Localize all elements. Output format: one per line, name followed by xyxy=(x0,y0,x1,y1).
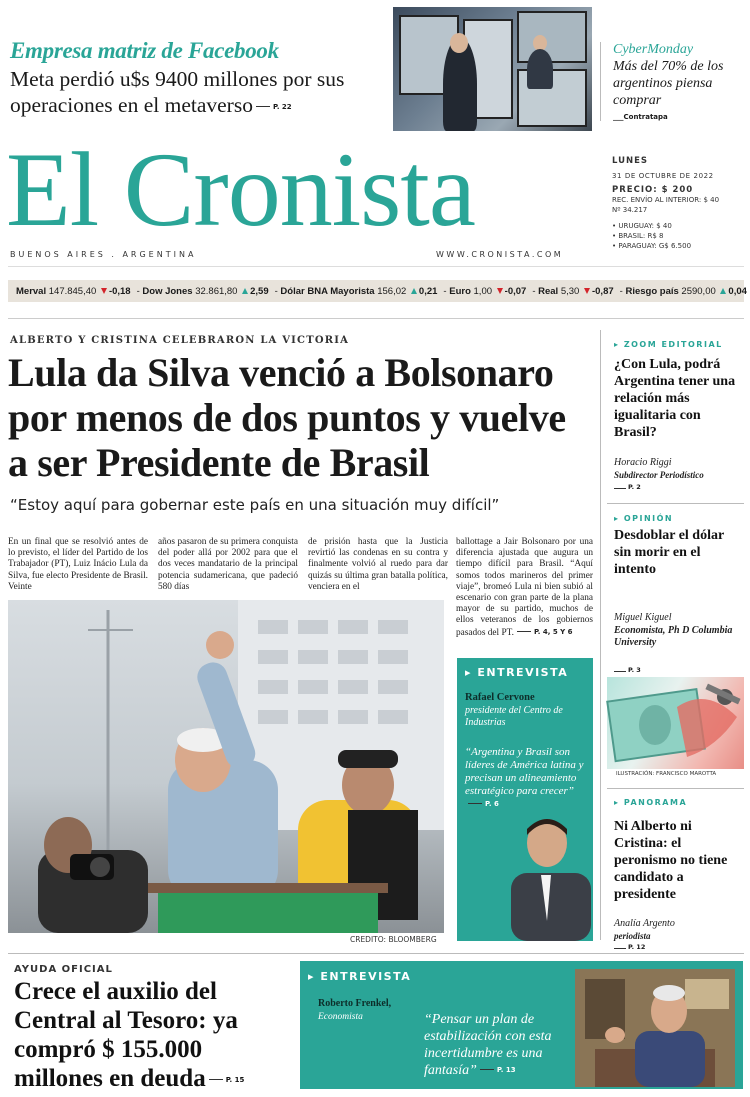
column-divider xyxy=(600,330,601,940)
top-page-ref: P. 22 xyxy=(253,103,292,111)
cyber-ref: ___Contratapa xyxy=(613,113,668,121)
entrevista-ref: P. 6 xyxy=(465,800,499,808)
arrow-up-icon xyxy=(720,288,726,294)
section-rule xyxy=(8,318,744,319)
issue-day: LUNES xyxy=(612,156,649,166)
entrevista-role: presidente del Centro de Industrias xyxy=(465,705,563,728)
main-column-1: En un final que se resolvió antes de lo previsto, el líder del Partido de los Trabajador (PT), Luiz Inácio Lula da Silva, fue electo Presidente de Brasil. Veinte xyxy=(8,537,148,592)
arrow-right-icon: ▸ xyxy=(614,514,624,523)
zoom-ref: P. 2 xyxy=(614,483,641,491)
masthead-url[interactable]: WWW.CRONISTA.COM xyxy=(436,250,564,259)
opinion-role: Economista, Ph D Columbia University xyxy=(614,625,733,648)
main-column-3: de prisión hasta que la Justicia revirtió las condenas en su contra y finalmente volvió al ruedo para dar quizás su última gran batalla política, venciera en el xyxy=(308,537,448,592)
main-quote: “Estoy aquí para gobernar este país en una situación muy difícil” xyxy=(10,496,500,514)
panorama-headline[interactable]: Ni Alberto ni Cristina: el peronismo no tiene candidato a presidente xyxy=(614,819,728,902)
arrow-up-icon xyxy=(242,288,248,294)
entrevista-quote: “Argentina y Brasil son líderes de América latina y precisan un alineamiento estratégico para crecer”P. 6 xyxy=(465,746,584,808)
entrevista-box-cervone[interactable] xyxy=(457,658,593,941)
arrow-right-icon: ▸ xyxy=(308,970,321,983)
ticker-item: Merval 147.845,40 -0,18 xyxy=(16,285,131,297)
top-headline[interactable] xyxy=(10,66,390,120)
top-kicker: Empresa matriz de Facebook xyxy=(10,38,279,63)
issue-shipping: REC. ENVÍO AL INTERIOR: $ 40 xyxy=(612,196,720,204)
issue-date: 31 DE OCTUBRE DE 2022 xyxy=(612,172,714,180)
cervone-portrait xyxy=(507,813,593,941)
main-column-2: años pasaron de su primera conquista del poder allá por 2002 para que el dos veces mandatario de la principal potencia sudamericana, que padeció 580 días xyxy=(158,537,298,592)
market-ticker xyxy=(8,280,747,302)
cyber-ref-label: Contratapa xyxy=(623,113,668,121)
entrevista-label: ▸ ENTREVISTA xyxy=(465,666,569,679)
opinion-headline[interactable]: Desdoblar el dólar sin morir en el intento xyxy=(614,528,724,577)
main-headline[interactable]: Lula da Silva venció a Bolsonaro por menos de dos puntos y vuelve a ser Presidente de Brasil xyxy=(8,350,566,485)
arrow-down-icon xyxy=(101,288,107,294)
rc-rule xyxy=(607,788,744,789)
bottom-rule xyxy=(8,953,744,954)
entrevista-quote: “Pensar un plan de estabilización con esta incertidumbre es una fantasía” P. 13 xyxy=(424,1012,552,1078)
entrevista-name: Rafael Cervone xyxy=(465,692,535,703)
ticker-item: - Riesgo país 2590,00 0,04 xyxy=(619,285,747,297)
lula-celebration-photo xyxy=(8,600,444,933)
arrow-right-icon: ▸ xyxy=(614,798,624,807)
main-kicker: ALBERTO Y CRISTINA CELEBRARON LA VICTORIA xyxy=(10,335,350,346)
opinion-label: ▸ OPINIÓN xyxy=(614,514,674,523)
rc-rule xyxy=(607,503,744,504)
ticker-item: - Real 5,30 -0,87 xyxy=(532,285,614,297)
ticker-item: - Euro 1,00 -0,07 xyxy=(443,285,527,297)
cyber-text: Más del 70% de los argentinos piensa comprar xyxy=(613,59,724,108)
main-column-4-text: ballottage a Jair Bolsonaro por una diferencia ajustada que augura un tiempo difícil para Brasil. “Aquí somos todos marineros del primer viaje”, bromeó Lula ni bien subió al escenario con gran parte de la plana mayor de su partido, muchos de ellos veteranos de los gobiernos pasados del PT. xyxy=(456,537,593,638)
entrevista-box-frenkel[interactable] xyxy=(300,961,743,1089)
masthead-city: BUENOS AIRES . ARGENTINA xyxy=(10,250,197,259)
ticker-item: - Dow Jones 32.861,80 2,59 xyxy=(136,285,269,297)
bottom-headline[interactable] xyxy=(14,977,294,1095)
dollar-bill-illustration xyxy=(607,677,744,769)
cyber-monday-teaser[interactable] xyxy=(600,42,745,121)
masthead-logo[interactable]: El Cronista xyxy=(6,131,475,248)
panorama-ref: P. 12 xyxy=(614,943,645,951)
arrow-down-icon xyxy=(584,288,590,294)
issue-brasil: • BRASIL: R$ 8 xyxy=(612,232,664,240)
zoom-author: Horacio Riggi xyxy=(614,457,672,468)
bottom-kicker: AYUDA OFICIAL xyxy=(14,964,113,975)
arrow-down-icon xyxy=(497,288,503,294)
cyber-title: CyberMonday xyxy=(613,42,694,57)
opinion-author: Miguel Kiguel xyxy=(614,612,672,623)
entrevista-ref: P. 13 xyxy=(477,1066,516,1074)
issue-price: PRECIO: $ 200 xyxy=(612,185,694,195)
zoom-headline[interactable]: ¿Con Lula, podrá Argentina tener una relación más igualitaria con Brasil? xyxy=(614,357,736,440)
entrevista-role: Economista xyxy=(318,1012,363,1022)
arrow-up-icon xyxy=(411,288,417,294)
bottom-headline-text: Crece el auxilio del Central al Tesoro: ya compró $ 155.000 millones en deuda xyxy=(14,978,238,1092)
frenkel-portrait xyxy=(575,969,735,1087)
top-headline-text: Meta perdió u$s 9400 millones por sus operaciones en el metaverso xyxy=(10,67,345,117)
entrevista-name: Roberto Frenkel, xyxy=(318,998,392,1009)
bottom-ref: P. 15 xyxy=(206,1076,245,1084)
illustration-art xyxy=(607,677,744,769)
issue-info xyxy=(612,156,747,251)
opinion-ref: P. 3 xyxy=(614,666,641,674)
metaverse-photo xyxy=(393,7,592,131)
entrevista-label: ▸ ENTREVISTA xyxy=(308,970,412,983)
zoom-role: Subdirector Periodístico xyxy=(614,470,704,480)
arrow-right-icon: ▸ xyxy=(465,666,478,679)
panorama-label: ▸ PANORAMA xyxy=(614,798,688,807)
issue-uruguay: • URUGUAY: $ 40 xyxy=(612,222,672,230)
masthead-rule xyxy=(8,266,744,267)
ticker-item: - Dólar BNA Mayorista 156,02 0,21 xyxy=(274,285,438,297)
main-page-ref: P. 4, 5 Y 6 xyxy=(514,628,573,636)
issue-number: Nº 34.217 xyxy=(612,206,648,214)
illustration-credit: ILUSTRACIÓN: FRANCISCO MAROTTA xyxy=(616,771,717,777)
main-column-4 xyxy=(456,537,593,639)
photo-illustration xyxy=(8,600,444,933)
panorama-author: Analía Argento xyxy=(614,918,675,929)
photo-credit: CREDITO: BLOOMBERG xyxy=(350,935,437,944)
issue-paraguay: • PARAGUAY: G$ 6.500 xyxy=(612,242,692,250)
portrait-art xyxy=(575,969,735,1087)
zoom-label: ▸ ZOOM EDITORIAL xyxy=(614,340,723,349)
arrow-right-icon: ▸ xyxy=(614,340,624,349)
panorama-role: periodista xyxy=(614,931,651,941)
